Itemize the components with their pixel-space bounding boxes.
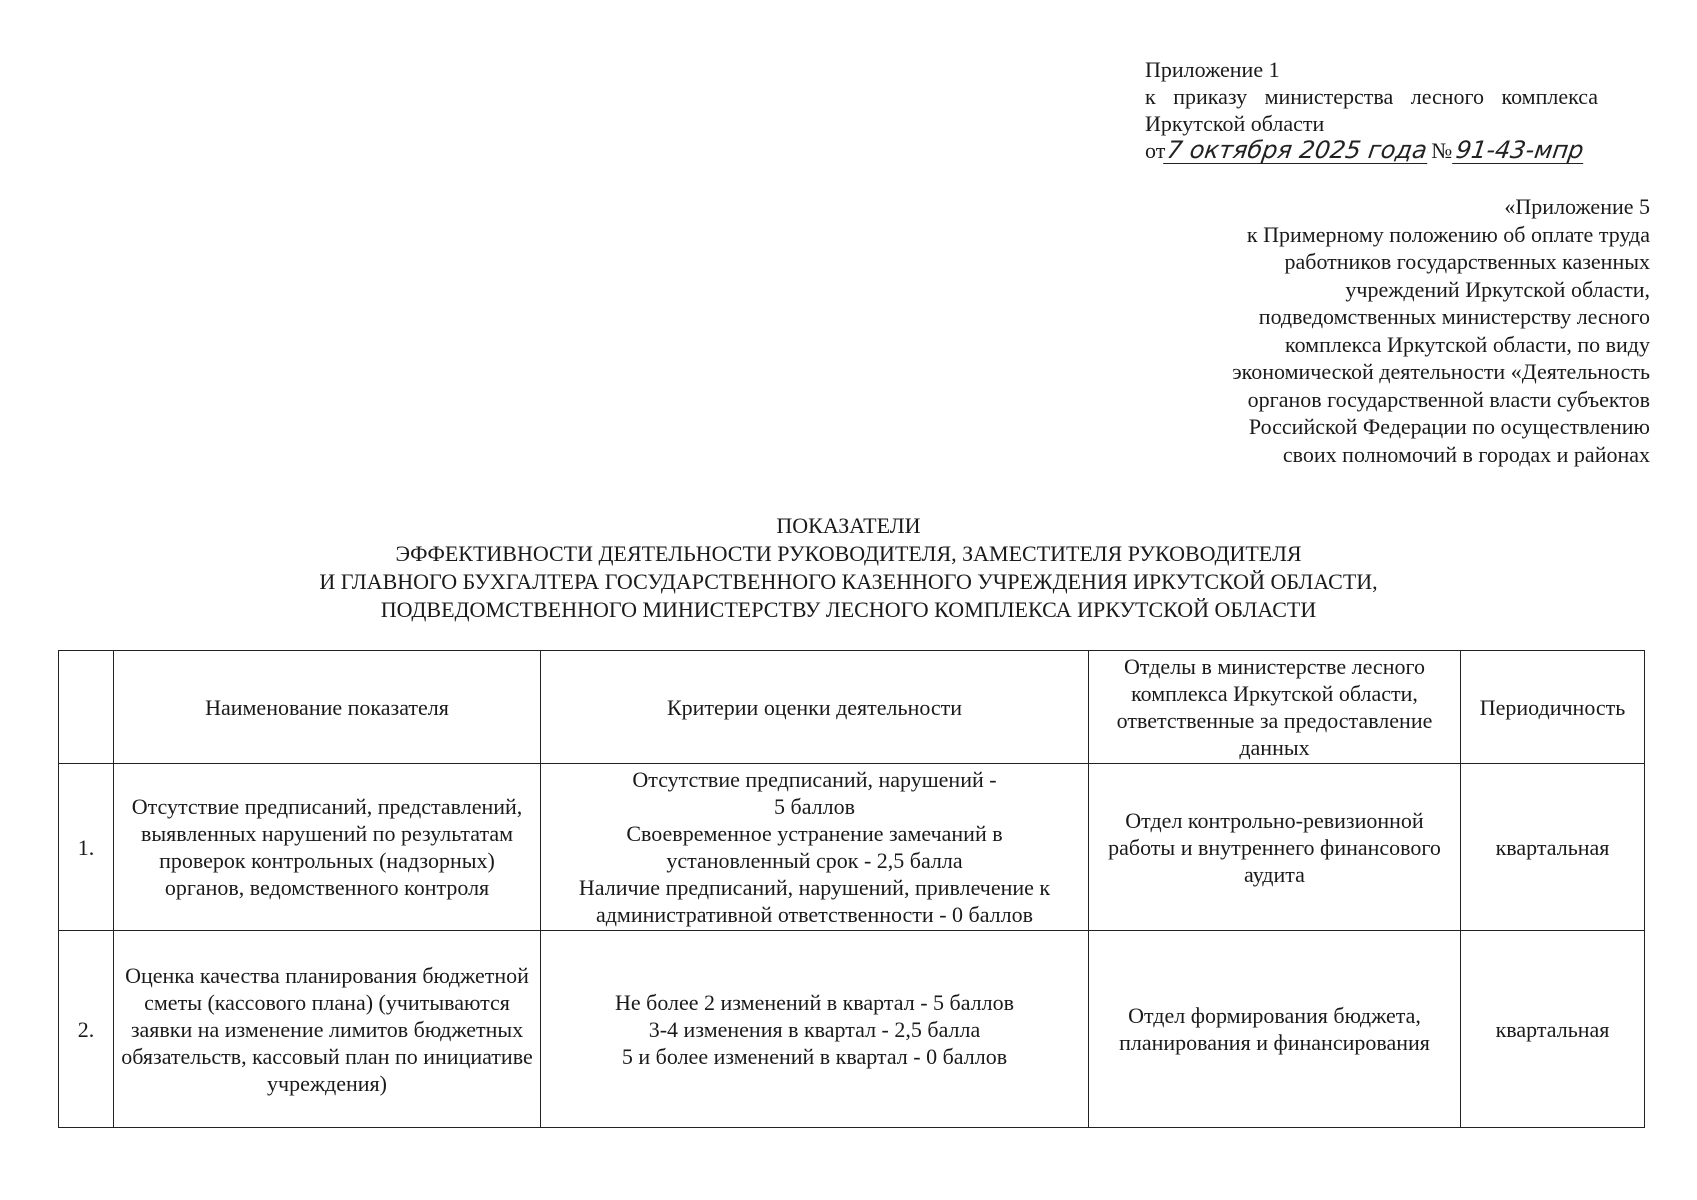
responsible-department: Отдел формирования бюджета, планирования и финансирования bbox=[1089, 931, 1461, 1128]
criteria-line: 5 и более изменений в квартал - 0 баллов bbox=[621, 1043, 1008, 1069]
title-line: ЭФФЕКТИВНОСТИ ДЕЯТЕЛЬНОСТИ РУКОВОДИТЕЛЯ, ЗАМЕСТИТЕЛЯ РУКОВОДИТЕЛЯ bbox=[395, 541, 1302, 566]
criteria-line: Отсутствие предписаний, нарушений - bbox=[632, 767, 997, 792]
appendix-5-line: к Примерному положению об оплате труда bbox=[1246, 221, 1650, 247]
appendix-5-line: «Приложение 5 bbox=[1504, 194, 1650, 219]
row-number: 1. bbox=[59, 764, 114, 931]
document-title bbox=[0, 512, 1697, 624]
title-line: ПОДВЕДОМСТВЕННОГО МИНИСТЕРСТВУ ЛЕСНОГО КОМПЛЕКСА ИРКУТСКОЙ ОБЛАСТИ bbox=[380, 597, 1317, 622]
header-periodicity: Периодичность bbox=[1461, 651, 1645, 764]
periodicity-value: квартальная bbox=[1461, 931, 1645, 1128]
appendix-5-line: Российской Федерации по осуществлению bbox=[1248, 414, 1650, 439]
handwritten-order-date: 7 октября 2025 года bbox=[1165, 136, 1430, 164]
title-line: ПОКАЗАТЕЛИ bbox=[776, 513, 921, 538]
appendix-5-line: органов государственной власти субъектов bbox=[1247, 386, 1650, 412]
appendix-5-line: экономической деятельности «Деятельность bbox=[1232, 359, 1650, 384]
appendix-5-line: подведомственных министерству лесного bbox=[1258, 304, 1650, 329]
appendix-1-header bbox=[1145, 56, 1645, 164]
appendix-5-header bbox=[1130, 193, 1650, 468]
order-date-number-line bbox=[1145, 137, 1645, 164]
appendix-5-line: учреждений Иркутской области, bbox=[1345, 276, 1650, 302]
criteria-line: административной ответственности - 0 баллов bbox=[595, 902, 1034, 927]
header-criteria: Критерии оценки деятельности bbox=[541, 651, 1089, 764]
appendix-1-region: Иркутской области bbox=[1145, 111, 1325, 136]
criteria-line: 3-4 изменения в квартал - 2,5 балла bbox=[648, 1016, 981, 1042]
criteria-line: Наличие предписаний, нарушений, привлечение к bbox=[578, 875, 1051, 900]
criteria-line: установленный срок - 2,5 балла bbox=[666, 848, 963, 873]
indicators-table bbox=[58, 650, 1645, 1128]
appendix-5-line: комплекса Иркутской области, по виду bbox=[1285, 331, 1650, 357]
indicator-name: Оценка качества планирования бюджетной сметы (кассового плана) (учитываются заявки на изменение лимитов бюджетных обязательств, кассовый план по инициативе учреждения) bbox=[114, 931, 541, 1128]
row-number: 2. bbox=[59, 931, 114, 1128]
criteria-line: Своевременное устранение замечаний в bbox=[626, 821, 1003, 846]
appendix-5-line: работников государственных казенных bbox=[1284, 249, 1650, 274]
table-row bbox=[59, 931, 1645, 1128]
responsible-department: Отдел контрольно-ревизионной работы и внутреннего финансового аудита bbox=[1089, 764, 1461, 931]
title-line: И ГЛАВНОГО БУХГАЛТЕРА ГОСУДАРСТВЕННОГО КАЗЕННОГО УЧРЕЖДЕНИЯ ИРКУТСКОЙ ОБЛАСТИ, bbox=[319, 569, 1378, 594]
criteria-cell bbox=[541, 931, 1089, 1128]
indicator-name: Отсутствие предписаний, представлений, выявленных нарушений по результатам проверок контрольных (надзорных) органов, ведомственного контроля bbox=[114, 764, 541, 931]
appendix-1-order-ref: к приказу министерства лесного комплекса bbox=[1145, 84, 1599, 109]
header-indicator-name: Наименование показателя bbox=[114, 651, 541, 764]
handwritten-order-number: 91-43-мпр bbox=[1454, 136, 1586, 164]
appendix-1-title: Приложение 1 bbox=[1145, 57, 1280, 82]
table-header-row bbox=[59, 651, 1645, 764]
periodicity-value: квартальная bbox=[1461, 764, 1645, 931]
header-num bbox=[59, 651, 114, 764]
header-departments: Отделы в министерстве лесного комплекса Иркутской области, ответственные за предоставление данных bbox=[1089, 651, 1461, 764]
order-prefix: от bbox=[1145, 138, 1166, 163]
criteria-line: 5 баллов bbox=[774, 794, 855, 819]
appendix-5-line: своих полномочий в городах и районах bbox=[1282, 441, 1650, 467]
table-row bbox=[59, 764, 1645, 931]
order-number-label: № bbox=[1431, 138, 1453, 163]
criteria-line: Не более 2 изменений в квартал - 5 баллов bbox=[614, 989, 1015, 1015]
criteria-cell bbox=[541, 764, 1089, 931]
